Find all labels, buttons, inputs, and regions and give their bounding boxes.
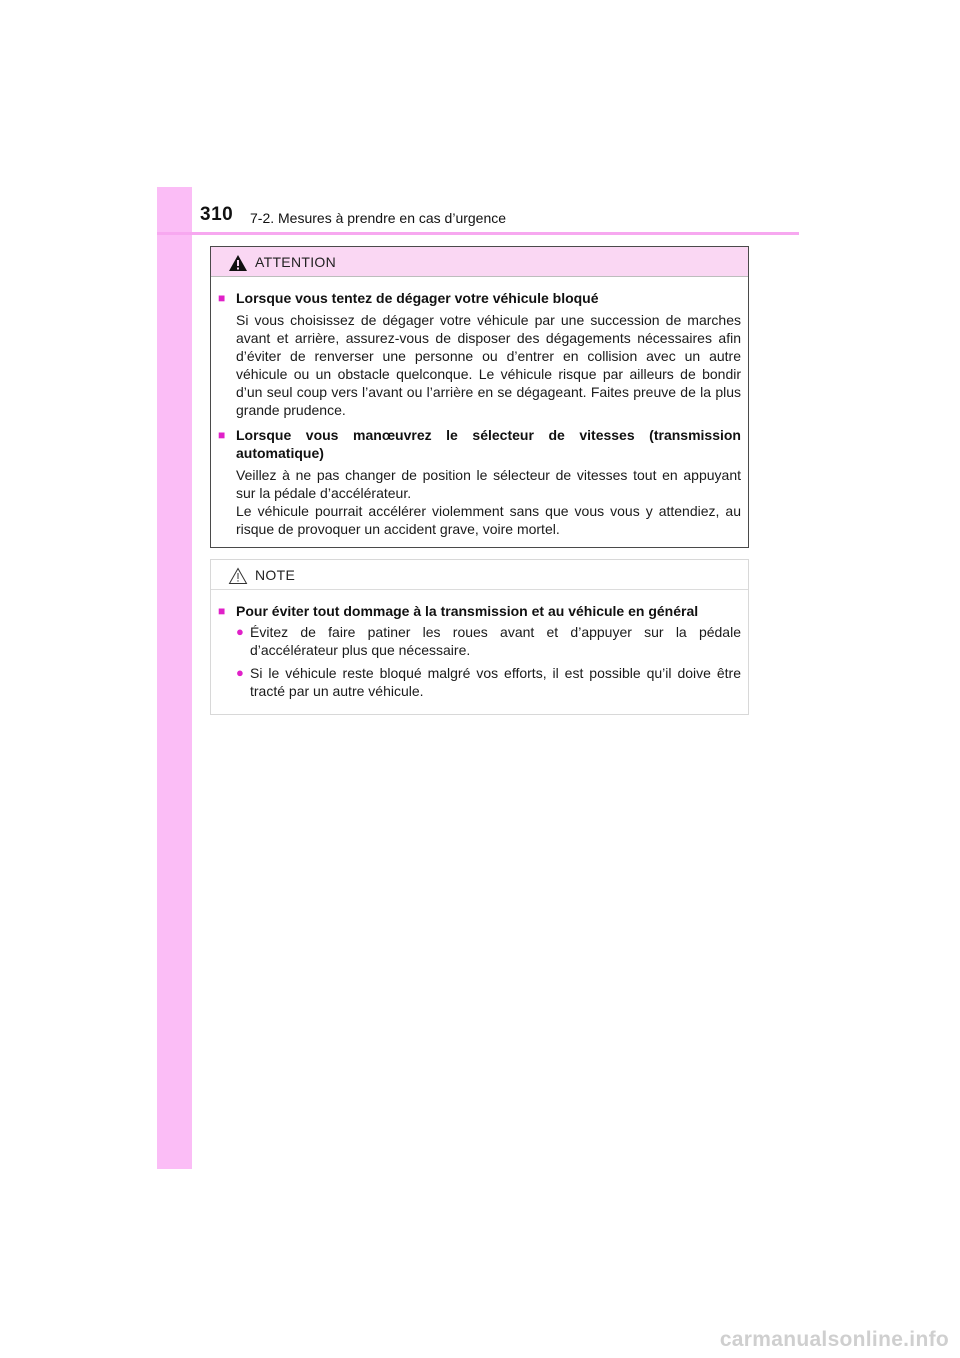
square-bullet-icon: ■ xyxy=(218,291,226,305)
caution-triangle-icon xyxy=(228,567,248,585)
chapter-tab-strip xyxy=(157,187,192,1169)
note-box xyxy=(210,559,749,715)
note-bullet-text: Évitez de faire patiner les roues avant et d’appuyer sur la pédale d’accélérateur plus que nécessaire. xyxy=(250,624,741,658)
attention-item-title: Lorsque vous tentez de dégager votre véhicule bloqué xyxy=(236,290,599,306)
circle-bullet-icon: ● xyxy=(236,665,244,680)
attention-item-title: Lorsque vous manœuvrez le sélecteur de vitesses (transmission automatique) xyxy=(236,427,741,461)
attention-header xyxy=(211,247,748,277)
attention-item-paragraph: Le véhicule pourrait accélérer violemment sans que vous vous y attendiez, au risque de provoquer un accident grave, voire mortel. xyxy=(236,503,741,537)
circle-bullet-icon: ● xyxy=(236,624,244,639)
attention-item-paragraph: Si vous choisissez de dégager votre véhicule par une succession de marches avant et arrière, assurez-vous de disposer des dégagements nécessaires afin d’éviter de renverser une personne ou d’entrer en collision avec un autre véhicule ou un obstacle quelconque. Le véhicule risque par ailleurs de bondir d’un seul coup vers l’avant ou l’arrière en se dégageant. Faites preuve de la plus grande prudence. xyxy=(236,312,741,418)
note-bullet-text: Si le véhicule reste bloqué malgré vos efforts, il est possible qu’il doive être tracté par un autre véhicule. xyxy=(250,665,741,699)
note-header xyxy=(211,560,748,590)
attention-item xyxy=(218,426,741,538)
attention-item-paragraph: Veillez à ne pas changer de position le sélecteur de vitesses tout en appuyant sur la pédale d’accélérateur. xyxy=(236,467,741,501)
list-item xyxy=(236,664,741,700)
watermark: carmanualsonline.info xyxy=(719,1328,949,1351)
page-number: 310 xyxy=(200,204,234,225)
note-title: Pour éviter tout dommage à la transmission et au véhicule en général xyxy=(236,603,699,619)
attention-label: ATTENTION xyxy=(255,254,336,270)
section-title: 7-2. Mesures à prendre en cas d’urgence xyxy=(250,210,507,226)
header-rule xyxy=(157,232,799,235)
attention-box xyxy=(210,246,749,548)
square-bullet-icon: ■ xyxy=(218,604,226,618)
list-item xyxy=(236,623,741,659)
square-bullet-icon: ■ xyxy=(218,428,226,442)
note-label: NOTE xyxy=(255,567,296,583)
warning-triangle-icon xyxy=(228,254,248,272)
attention-item xyxy=(218,289,741,419)
note-title-row xyxy=(218,602,741,620)
